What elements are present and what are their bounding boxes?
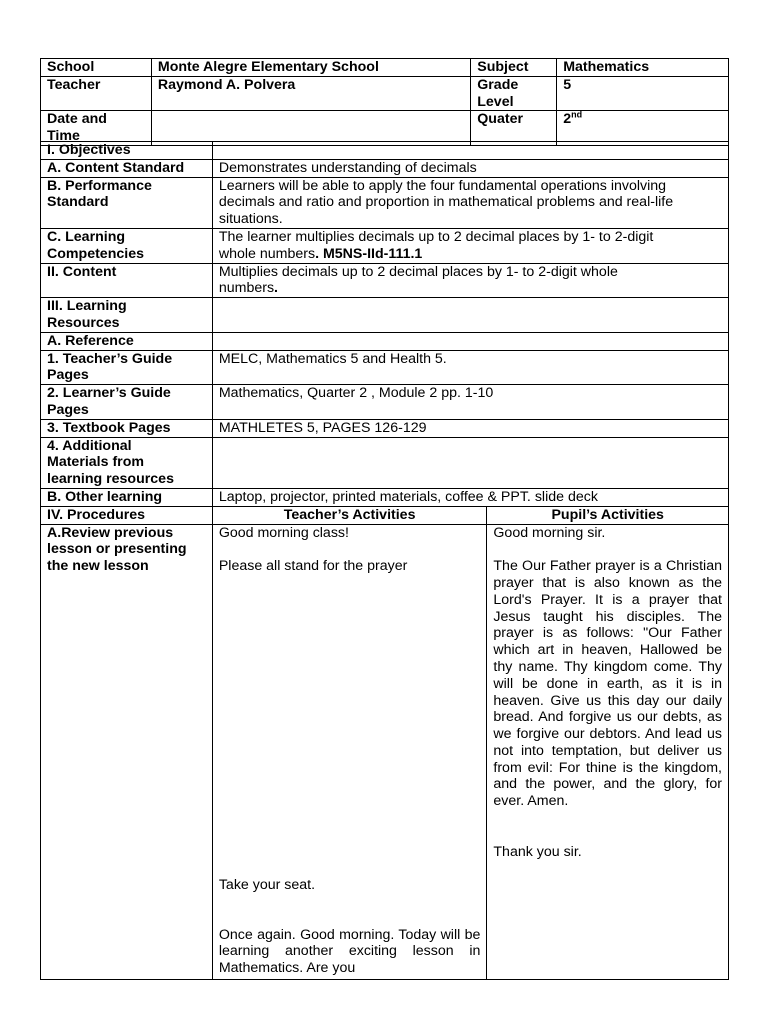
grade-value: 5 <box>557 76 729 111</box>
reference-label: A. Reference <box>41 332 213 350</box>
learning-resources-label: III. Learning Resources <box>41 298 213 333</box>
pupil-activities-cell <box>487 524 729 979</box>
pupil-prayer: The Our Father prayer is a Christian prayer that is also known as the Lord's Prayer. It is a prayer that Jesus taught his disciples. The prayer is as follows: "Our Father which art in heaven, Hallowed be thy name. Thy kingdom come. Thy will be done in earth, as it is in heaven. Give us this day our daily bread. And forgive us our debts, as we forgive our debtors. And lead us not into temptation, but deliver us from evil: For thine is the kingdom, and the power, and the glory, for ever. Amen. <box>493 558 722 810</box>
pupil-thanks: Thank you sir. <box>493 843 582 860</box>
reference-value <box>212 332 728 350</box>
subject-value: Mathematics <box>557 59 729 77</box>
school-label: School <box>41 59 152 77</box>
procedures-heading: IV. Procedures <box>41 506 213 524</box>
additional-materials-label: 4. Additional Materials from learning resources <box>41 437 213 488</box>
date-label: Date and Time <box>41 111 152 146</box>
teacher-value: Raymond A. Polvera <box>151 76 470 111</box>
subject-label: Subject <box>471 59 557 77</box>
teacher-greeting: Good morning class! <box>218 524 349 541</box>
teacher-prayer-instruction: Please all stand for the prayer <box>218 558 408 575</box>
learners-guide-value: Mathematics, Quarter 2 , Module 2 pp. 1-10 <box>212 385 728 420</box>
learning-competencies-label: C. Learning Competencies <box>41 228 213 263</box>
pupil-activities-header: Pupil’s Activities <box>487 506 729 524</box>
content-standard-value: Demonstrates understanding of decimals <box>212 159 728 177</box>
pupil-greeting: Good morning sir. <box>493 524 606 541</box>
other-learning-value: Laptop, projector, printed materials, coffee & PPT. slide deck <box>212 488 728 506</box>
textbook-pages-value: MATHLETES 5, PAGES 126-129 <box>212 419 728 437</box>
teachers-guide-value: MELC, Mathematics 5 and Health 5. <box>212 350 728 385</box>
learning-competencies-value: The learner multiplies decimals up to 2 decimal places by 1- to 2-digit whole numbers. M5NS-IId-111.1 <box>212 228 728 263</box>
teacher-intro: Once again. Good morning. Today will be learning another exciting lesson in Mathematics. Are you <box>218 926 481 977</box>
school-value: Monte Alegre Elementary School <box>151 59 470 77</box>
objectives-value <box>212 142 728 160</box>
content-standard-label: A. Content Standard <box>41 159 213 177</box>
additional-materials-value <box>212 437 728 488</box>
objectives-heading: I. Objectives <box>41 142 213 160</box>
competency-code: . M5NS-IId-111.1 <box>315 245 423 262</box>
content-label: II. Content <box>41 263 213 298</box>
teacher-activities-header: Teacher’s Activities <box>212 506 487 524</box>
header-table <box>40 58 729 146</box>
performance-standard-value: Learners will be able to apply the four fundamental operations involving decimals and ratio and proportion in mathematical problems and real-life situations. <box>212 177 728 228</box>
quarter-label: Quater <box>471 111 557 146</box>
teacher-activities-cell <box>212 524 487 979</box>
performance-standard-label: B. Performance Standard <box>41 177 213 228</box>
other-learning-label: B. Other learning <box>41 488 213 506</box>
lesson-table <box>40 141 729 980</box>
teachers-guide-label: 1. Teacher’s Guide Pages <box>41 350 213 385</box>
content-value: Multiplies decimals up to 2 decimal places by 1- to 2-digit whole numbers. <box>212 263 728 298</box>
textbook-pages-label: 3. Textbook Pages <box>41 419 213 437</box>
learning-resources-value <box>212 298 728 333</box>
learners-guide-label: 2. Learner’s Guide Pages <box>41 385 213 420</box>
teacher-label: Teacher <box>41 76 152 111</box>
teacher-take-seat: Take your seat. <box>218 876 316 893</box>
quarter-value: 2nd <box>557 111 729 146</box>
review-lesson-label: A.Review previous lesson or presenting the new lesson <box>41 524 213 979</box>
grade-label: Grade Level <box>471 76 557 111</box>
